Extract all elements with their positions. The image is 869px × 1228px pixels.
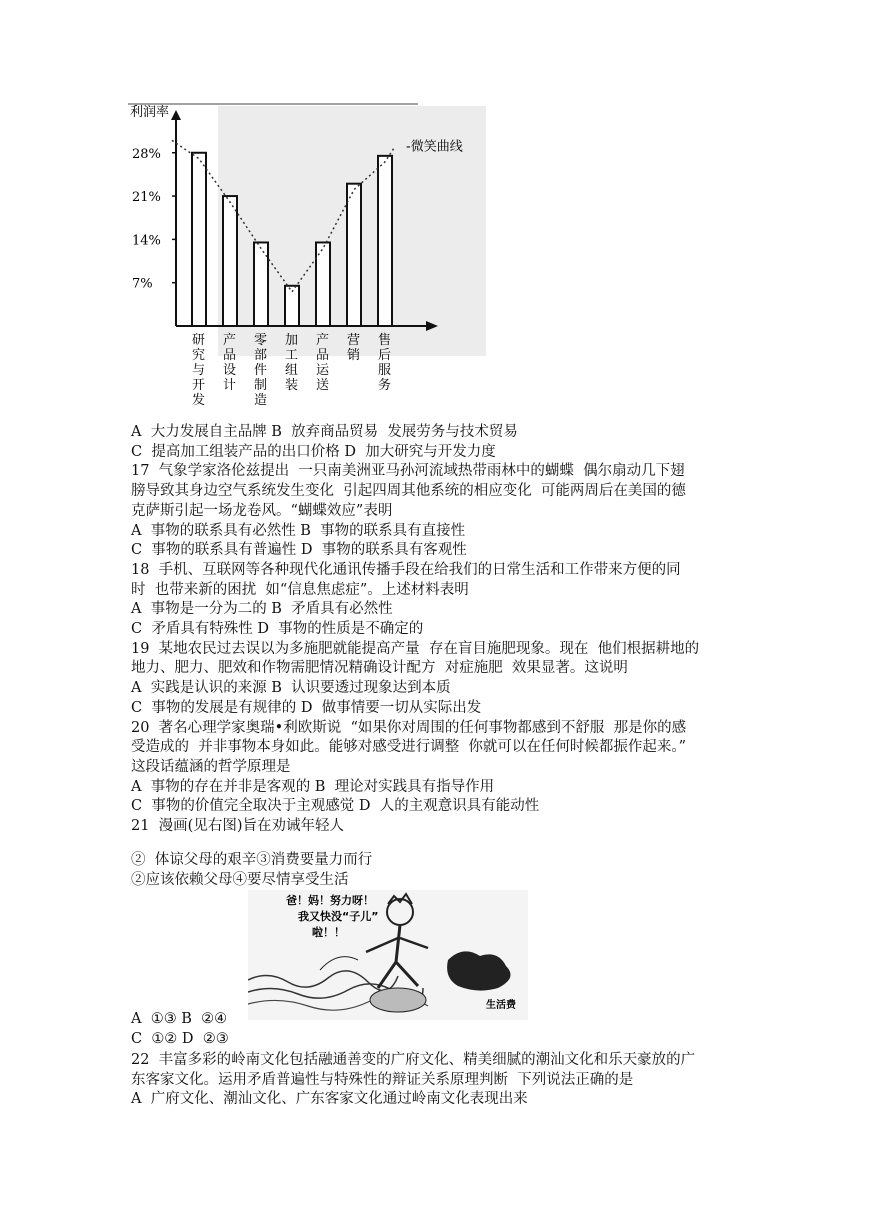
category-label: 发 [192, 393, 206, 408]
text-line: 21 漫画(见右图)旨在劝诫年轻人 [131, 818, 344, 835]
text-line: C 事物的联系具有普遍性 D 事物的联系具有客观性 [131, 542, 467, 559]
q21-options-line-1: A ①③ B ②④ [131, 1011, 228, 1027]
category-label: 运 [316, 363, 330, 378]
text-line: A 事物的联系具有必然性 B 事物的联系具有直接性 [131, 522, 466, 539]
cartoon-tag-label: 生活费 [486, 1000, 516, 1011]
text-line: C 矛盾具有特殊性 D 事物的性质是不确定的 [131, 621, 424, 638]
category-label: 工 [285, 348, 299, 363]
category-label: 服 [378, 363, 392, 378]
text-line: 受造成的 并非事物本身如此。能够对感受进行调整 你就可以在任何时候都振作起来。” [131, 739, 687, 756]
category-label: 部 [254, 348, 268, 363]
category-label: 产 [316, 333, 330, 348]
bar [285, 286, 299, 326]
bar [347, 184, 361, 326]
cartoon-speech-2: 我又快没“子儿” [298, 910, 379, 923]
category-label: 研 [192, 333, 206, 348]
text-line: A 事物的存在并非是客观的 B 理论对实践具有指导作用 [131, 778, 495, 795]
category-label: 销 [347, 348, 361, 363]
curve-label: -微笑曲线 [406, 139, 463, 155]
questions-block-1 [131, 423, 751, 837]
text-line: A 实践是认识的来源 B 认识要透过现象达到本质 [131, 680, 451, 697]
text-line: 时 也带来新的困扰 如“信息焦虑症”。上述材料表明 [131, 581, 469, 598]
text-line: 22 丰富多彩的岭南文化包括融通善变的广府文化、精美细腻的潮汕文化和乐天豪放的广 [131, 1052, 696, 1068]
q21-options-line-2: C ①② D ②③ [131, 1031, 229, 1047]
cartoon-speech-3: 啦！！ [312, 926, 345, 939]
smile-curve-chart [128, 98, 488, 420]
category-label: 送 [316, 378, 330, 393]
bar [378, 156, 392, 326]
text-line: ②应该依赖父母④要尽情享受生活 [131, 871, 349, 888]
chart-svg [128, 98, 488, 420]
text-line: 东客家文化。运用矛盾普遍性与特殊性的辩证关系原理判断 下列说法正确的是 [131, 1071, 634, 1088]
y-tick-label: 21% [132, 190, 161, 206]
category-label: 营 [347, 333, 361, 348]
category-label: 务 [378, 378, 392, 393]
category-label: 与 [192, 363, 206, 378]
cartoon-speech-1: 爸！妈！努力呀！ [286, 894, 374, 907]
text-line: C 事物的价值完全取决于主观感觉 D 人的主观意识具有能动性 [131, 798, 540, 815]
category-label: 究 [192, 348, 206, 363]
bar [254, 242, 268, 326]
category-label: 加 [285, 333, 299, 348]
text-line: A 大力发展自主品牌 B 放弃商品贸易 发展劳务与技术贸易 [131, 424, 518, 440]
category-label: 品 [316, 348, 330, 363]
y-tick-label: 14% [132, 233, 161, 249]
category-label: 后 [378, 348, 392, 363]
y-tick-label: 28% [132, 146, 161, 162]
category-label: 制 [254, 378, 268, 393]
category-label: 售 [378, 333, 392, 348]
category-label: 组 [285, 363, 299, 378]
text-line: 17 气象学家洛伦兹提出 一只南美洲亚马孙河流域热带雨林中的蝴蝶 偶尔扇动几下翅 [131, 463, 685, 480]
text-line: 18 手机、互联网等各种现代化通讯传播手段在给我们的日常生活和工作带来方便的同 [131, 561, 681, 578]
text-line: A 广府文化、潮汕文化、广东客家文化通过岭南文化表现出来 [131, 1091, 528, 1108]
text-line: ② 体谅父母的艰辛③消费要量力而行 [131, 852, 373, 868]
category-label: 产 [223, 333, 237, 348]
y-axis-label: 利润率 [130, 105, 170, 120]
text-line: 19 某地农民过去误以为多施肥就能提高产量 存在盲目施肥现象。现在 他们根据耕地的 [131, 640, 700, 657]
category-label: 装 [285, 378, 299, 393]
text-line: A 事物是一分为二的 B 矛盾具有必然性 [131, 601, 393, 618]
questions-block-3 [131, 1051, 751, 1110]
text-line: 膀导致其身边空气系统发生变化 引起四周其他系统的相应变化 可能两周后在美国的德 [131, 483, 686, 500]
questions-block-2 [131, 851, 751, 890]
text-line: 20 著名心理学家奥瑞•利欧斯说 “如果你对周围的任何事物都感到不舒服 那是你的感 [131, 719, 687, 736]
text-line: 地力、肥力、肥效和作物需肥情况精确设计配方 对症施肥 效果显著。这说明 [131, 660, 628, 677]
bar [192, 153, 206, 326]
text-line: 这段话蕴涵的哲学原理是 [131, 758, 291, 775]
bar [223, 196, 237, 326]
y-axis-arrow [171, 110, 181, 120]
category-label: 件 [254, 363, 268, 378]
category-label: 零 [254, 333, 268, 348]
category-label: 设 [223, 363, 237, 378]
text-line: 克萨斯引起一场龙卷风。“蝴蝶效应”表明 [131, 502, 393, 519]
text-line: C 提高加工组装产品的出口价格 D 加大研究与开发力度 [131, 443, 496, 460]
y-tick-label: 7% [132, 276, 153, 292]
category-label: 造 [254, 393, 268, 408]
category-label: 计 [223, 378, 237, 393]
category-label: 品 [223, 348, 237, 363]
text-line: C 事物的发展是有规律的 D 做事情要一切从实际出发 [131, 699, 482, 716]
category-label: 开 [192, 378, 206, 393]
cartoon-image [248, 890, 528, 1020]
